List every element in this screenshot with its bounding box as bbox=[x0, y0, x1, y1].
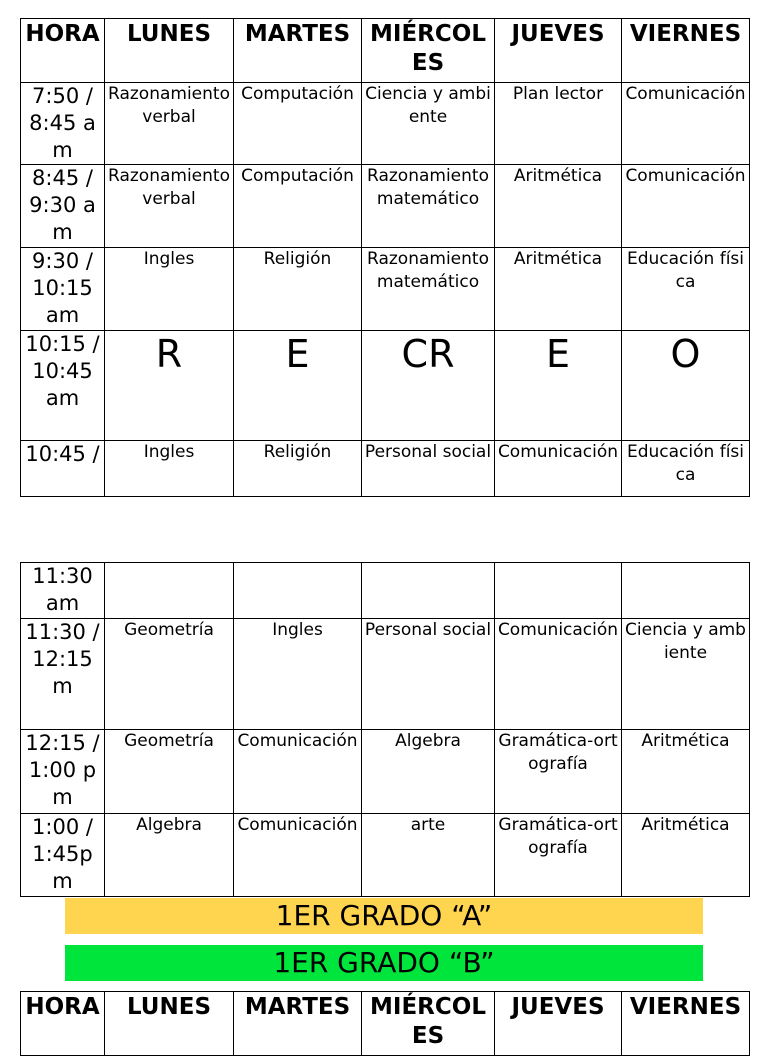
subject-cell: Comunicación bbox=[234, 814, 362, 897]
subject-cell: Comunicación bbox=[495, 441, 622, 497]
time-cell: 9:30 / 10:15 am bbox=[21, 248, 105, 331]
subject-cell: Ingles bbox=[105, 248, 234, 331]
subject-cell: Ciencia y ambiente bbox=[622, 619, 750, 730]
subject-cell: Razonamiento verbal bbox=[105, 83, 234, 165]
header-miercoles: MIÉRCOLES bbox=[362, 992, 495, 1056]
table-row bbox=[21, 248, 750, 331]
table-row bbox=[21, 563, 750, 619]
subject-cell bbox=[495, 563, 622, 619]
subject-cell bbox=[362, 563, 495, 619]
table-row bbox=[21, 165, 750, 248]
table-row bbox=[21, 619, 750, 730]
subject-cell: Plan lector bbox=[495, 83, 622, 165]
schedule-table-top bbox=[20, 18, 750, 497]
time-cell: 1:00 / 1:45pm bbox=[21, 814, 105, 897]
subject-cell: Aritmética bbox=[622, 730, 750, 814]
time-cell: 12:15 / 1:00 pm bbox=[21, 730, 105, 814]
header-row bbox=[21, 19, 750, 83]
time-cell: 10:45 / bbox=[21, 441, 105, 497]
time-cell: 11:30 am bbox=[21, 563, 105, 619]
table-row bbox=[21, 814, 750, 897]
header-lunes: LUNES bbox=[105, 992, 234, 1056]
subject-cell: Algebra bbox=[105, 814, 234, 897]
subject-cell: Gramática-ortografía bbox=[495, 730, 622, 814]
subject-cell: Aritmética bbox=[495, 165, 622, 248]
subject-cell: Aritmética bbox=[495, 248, 622, 331]
subject-cell: Algebra bbox=[362, 730, 495, 814]
subject-cell: arte bbox=[362, 814, 495, 897]
header-viernes: VIERNES bbox=[622, 992, 750, 1056]
subject-cell: Personal social bbox=[362, 441, 495, 497]
header-miercoles: MIÉRCOLES bbox=[362, 19, 495, 83]
subject-cell: Geometría bbox=[105, 730, 234, 814]
subject-cell: Aritmética bbox=[622, 814, 750, 897]
subject-cell: Comunicación bbox=[622, 165, 750, 248]
subject-cell: Razonamiento verbal bbox=[105, 165, 234, 248]
subject-cell: Razonamiento matemático bbox=[362, 248, 495, 331]
header-jueves: JUEVES bbox=[495, 992, 622, 1056]
subject-cell: Religión bbox=[234, 248, 362, 331]
grade-b-banner: 1ER GRADO “B” bbox=[65, 945, 703, 981]
subject-cell: Computación bbox=[234, 165, 362, 248]
recreo-row bbox=[21, 331, 750, 441]
subject-cell: Computación bbox=[234, 83, 362, 165]
subject-cell bbox=[105, 563, 234, 619]
time-cell: 8:45 / 9:30 am bbox=[21, 165, 105, 248]
subject-cell: Gramática-ortografía bbox=[495, 814, 622, 897]
time-cell: 7:50 / 8:45 am bbox=[21, 83, 105, 165]
subject-cell: Comunicación bbox=[622, 83, 750, 165]
subject-cell: Ciencia y ambiente bbox=[362, 83, 495, 165]
table-row bbox=[21, 441, 750, 497]
subject-cell: Ingles bbox=[234, 619, 362, 730]
subject-cell: Educación física bbox=[622, 248, 750, 331]
recreo-letter: E bbox=[495, 331, 622, 441]
table-row bbox=[21, 83, 750, 165]
header-hora: HORA bbox=[21, 19, 105, 83]
recreo-letter: E bbox=[234, 331, 362, 441]
header-lunes: LUNES bbox=[105, 19, 234, 83]
subject-cell bbox=[622, 563, 750, 619]
recreo-letter: O bbox=[622, 331, 750, 441]
time-cell: 11:30 / 12:15 m bbox=[21, 619, 105, 730]
time-cell: 10:15 / 10:45 am bbox=[21, 331, 105, 441]
subject-cell: Razonamiento matemático bbox=[362, 165, 495, 248]
header-martes: MARTES bbox=[234, 19, 362, 83]
subject-cell: Personal social bbox=[362, 619, 495, 730]
subject-cell: Educación física bbox=[622, 441, 750, 497]
subject-cell: Religión bbox=[234, 441, 362, 497]
subject-cell: Comunicación bbox=[234, 730, 362, 814]
recreo-letter: R bbox=[105, 331, 234, 441]
table-row bbox=[21, 730, 750, 814]
subject-cell: Ingles bbox=[105, 441, 234, 497]
subject-cell: Geometría bbox=[105, 619, 234, 730]
header-viernes: VIERNES bbox=[622, 19, 750, 83]
header-hora: HORA bbox=[21, 992, 105, 1056]
recreo-letter: CR bbox=[362, 331, 495, 441]
header-martes: MARTES bbox=[234, 992, 362, 1056]
header-jueves: JUEVES bbox=[495, 19, 622, 83]
grade-a-banner: 1ER GRADO “A” bbox=[65, 898, 703, 934]
schedule-table-continued bbox=[20, 562, 750, 897]
subject-cell bbox=[234, 563, 362, 619]
subject-cell: Comunicación bbox=[495, 619, 622, 730]
